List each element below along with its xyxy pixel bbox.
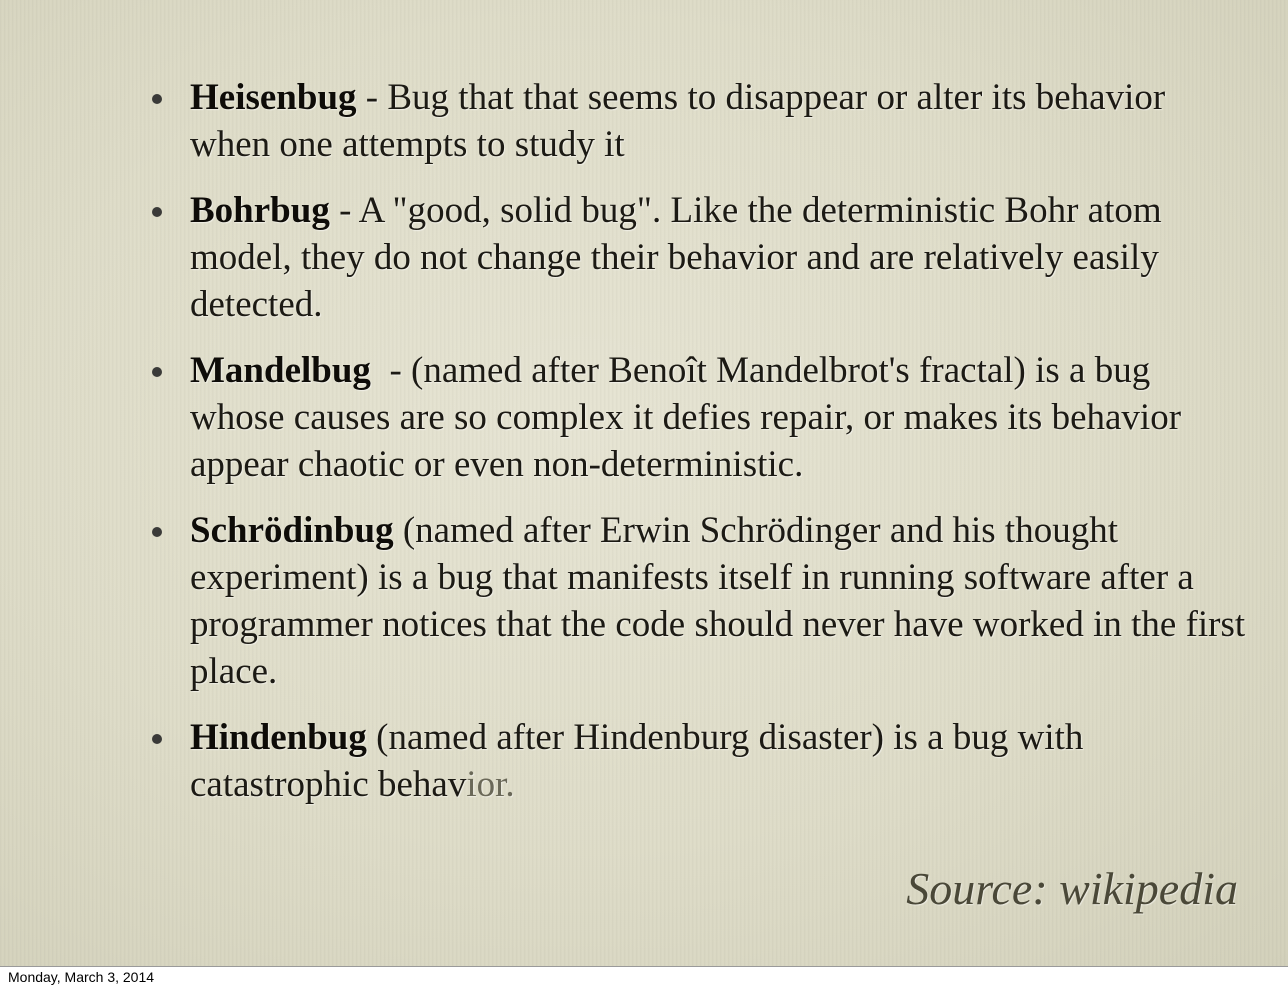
list-item	[150, 507, 1250, 695]
source-credit: Source: wikipedia	[906, 863, 1238, 914]
footer-date: Monday, March 3, 2014	[8, 969, 155, 985]
separator	[394, 510, 403, 551]
definition: Bug that that seems to disappear or alter its behavior when one attempts to study it	[190, 77, 1166, 165]
term-heisenbug: Heisenbug	[190, 77, 357, 118]
footer-divider	[0, 966, 1288, 967]
bullet-icon	[152, 527, 162, 537]
definition: A "good, solid bug". Like the deterministic Bohr atom model, they do not change their behavior and are relatively easily detected.	[190, 190, 1162, 325]
term-schrodinbug: Schrödinbug	[190, 510, 394, 551]
bullet-icon	[152, 367, 162, 377]
list-item	[150, 74, 1250, 168]
list-item	[150, 347, 1250, 488]
term-mandelbug: Mandelbug	[190, 350, 371, 391]
list-item	[150, 714, 1250, 808]
definition-faded: ior.	[466, 764, 515, 805]
bullet-list	[150, 74, 1250, 827]
separator	[367, 717, 376, 758]
bullet-icon	[152, 94, 162, 104]
list-item	[150, 187, 1250, 328]
separator: -	[329, 190, 359, 231]
term-bohrbug: Bohrbug	[190, 190, 330, 231]
definition: (named after Erwin Schrödinger and his thought experiment) is a bug that manifests itself in running software after a programmer notices that the code should never have worked in the first place.	[190, 510, 1246, 692]
bullet-icon	[152, 207, 162, 217]
definition: (named after Benoît Mandelbrot's fractal) is a bug whose causes are so complex it defies repair, or makes its behavior appear chaotic or even non-deterministic.	[190, 350, 1182, 485]
separator: -	[356, 77, 388, 118]
separator: -	[370, 350, 412, 391]
definition: (named after Hindenburg disaster) is a bug with catastrophic behav	[190, 717, 1084, 805]
term-hindenbug: Hindenbug	[190, 717, 367, 758]
bullet-icon	[152, 734, 162, 744]
